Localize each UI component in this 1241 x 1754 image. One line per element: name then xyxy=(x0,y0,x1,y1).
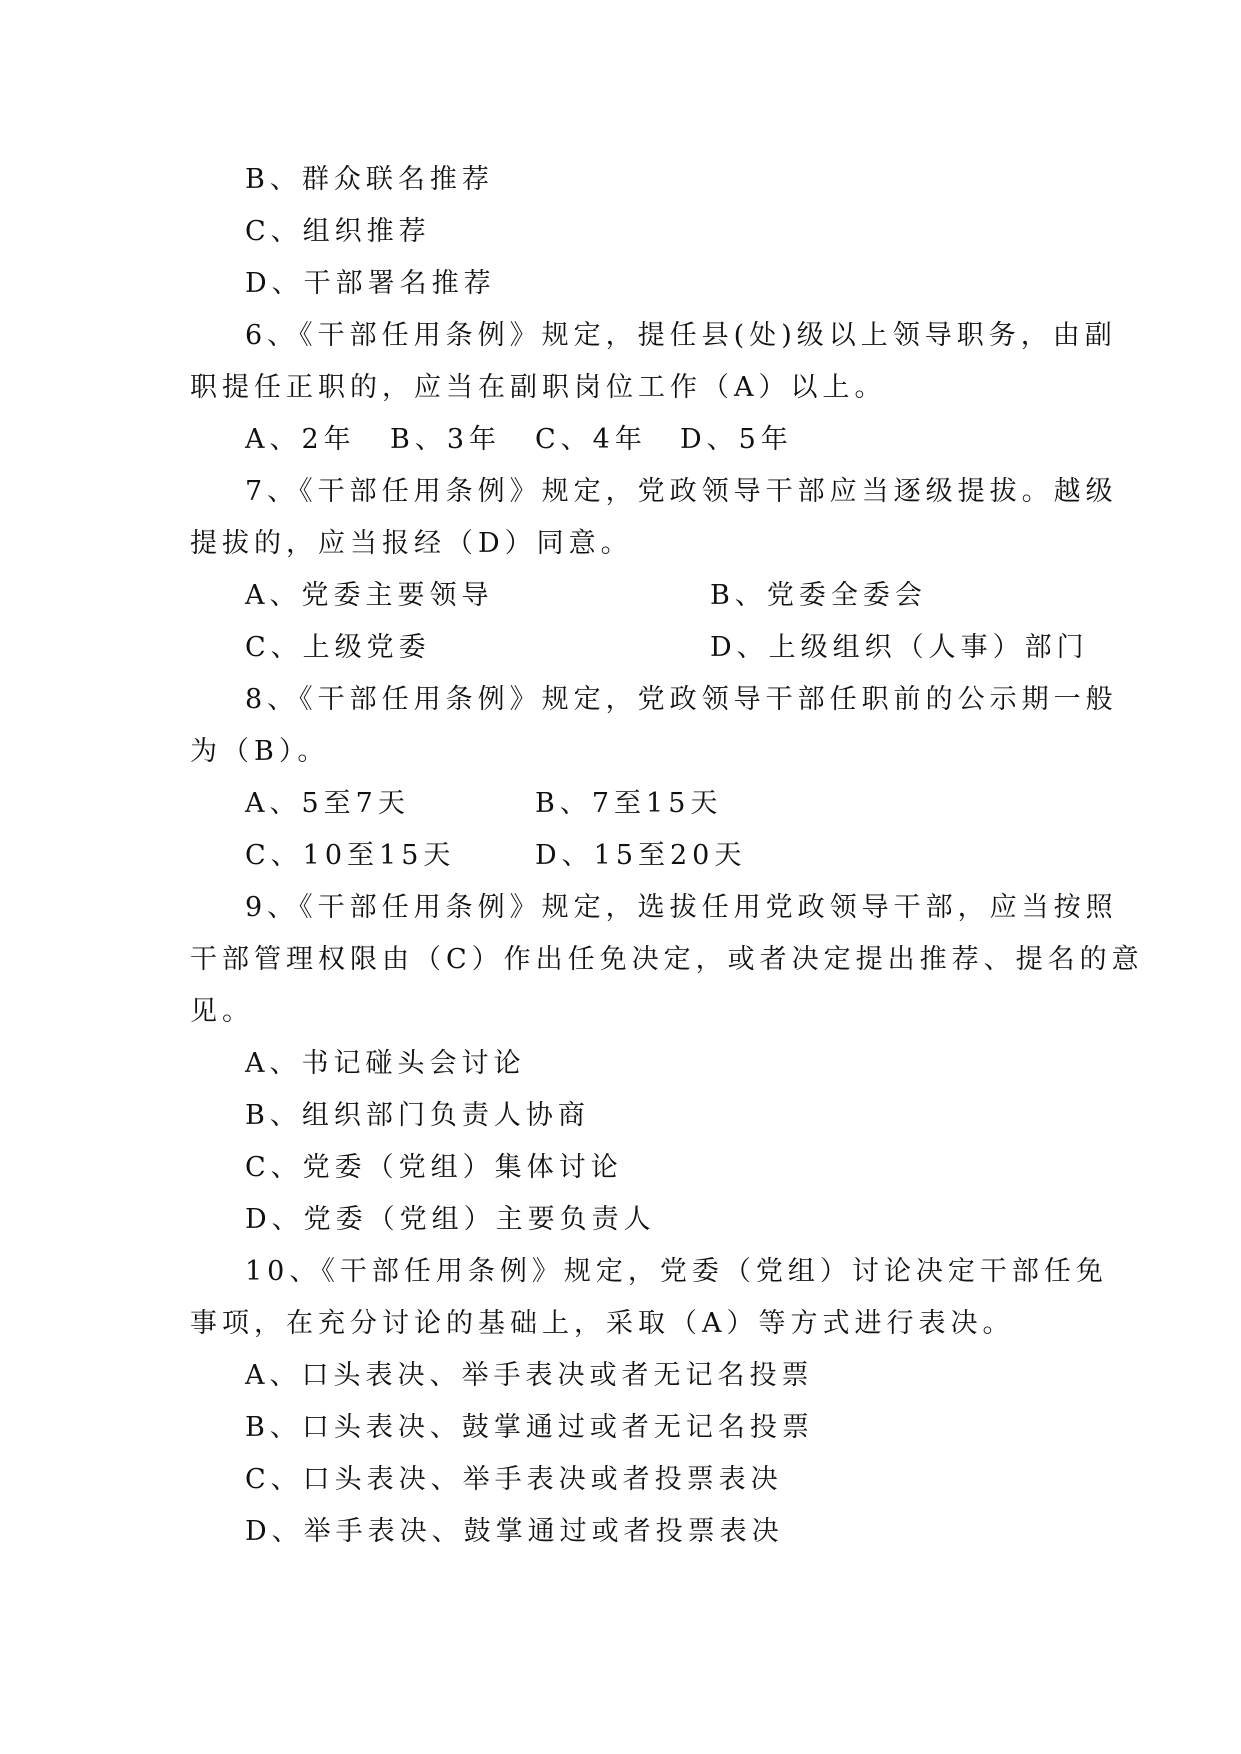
q9-option-c: C、党委（党组）集体讨论 xyxy=(245,1152,623,1183)
q8-option-a: A、5至7天 xyxy=(245,788,410,819)
q7-text-line1: 7、《干部任用条例》规定，党政领导干部应当逐级提拔。越级 xyxy=(245,476,1118,507)
q8-option-b: B、7至15天 xyxy=(535,788,723,819)
q7-option-d: D、上级组织（人事）部门 xyxy=(710,632,1089,663)
q6-text-line2: 职提任正职的，应当在副职岗位工作（A）以上。 xyxy=(190,372,887,403)
q6-option-b: B、3年 xyxy=(390,424,502,455)
q5-option-c: C、组织推荐 xyxy=(245,216,431,247)
q10-option-b: B、口头表决、鼓掌通过或者无记名投票 xyxy=(245,1412,814,1443)
q8-text-line1: 8、《干部任用条例》规定，党政领导干部任职前的公示期一般 xyxy=(245,684,1118,715)
q6-option-a: A、2年 xyxy=(245,424,356,455)
q9-text-line3: 见。 xyxy=(190,996,254,1027)
q10-option-d: D、举手表决、鼓掌通过或者投票表决 xyxy=(245,1516,784,1547)
q10-option-a: A、口头表决、举手表决或者无记名投票 xyxy=(245,1360,814,1391)
q8-option-c: C、10至15天 xyxy=(245,840,456,871)
q10-text-line1: 10、《干部任用条例》规定，党委（党组）讨论决定干部任免 xyxy=(245,1256,1108,1287)
q6-option-d: D、5年 xyxy=(680,424,793,455)
q10-option-c: C、口头表决、举手表决或者投票表决 xyxy=(245,1464,783,1495)
q9-option-b: B、组织部门负责人协商 xyxy=(245,1100,590,1131)
q8-option-d: D、15至20天 xyxy=(535,840,747,871)
q7-text-line2: 提拔的，应当报经（D）同意。 xyxy=(190,528,633,559)
q7-option-c: C、上级党委 xyxy=(245,632,431,663)
q7-option-b: B、党委全委会 xyxy=(710,580,927,611)
q9-option-d: D、党委（党组）主要负责人 xyxy=(245,1204,656,1235)
q10-text-line2: 事项，在充分讨论的基础上，采取（A）等方式进行表决。 xyxy=(190,1308,1015,1339)
q5-option-b: B、群众联名推荐 xyxy=(245,164,494,195)
q9-option-a: A、书记碰头会讨论 xyxy=(245,1048,526,1079)
q5-option-d: D、干部署名推荐 xyxy=(245,268,496,299)
q9-text-line2: 干部管理权限由（C）作出任免决定，或者决定提出推荐、提名的意 xyxy=(190,944,1144,975)
q9-text-line1: 9、《干部任用条例》规定，选拔任用党政领导干部，应当按照 xyxy=(245,892,1118,923)
q6-option-c: C、4年 xyxy=(535,424,647,455)
q8-text-line2: 为（B）。 xyxy=(190,736,330,767)
q7-option-a: A、党委主要领导 xyxy=(245,580,494,611)
q6-text-line1: 6、《干部任用条例》规定，提任县(处)级以上领导职务，由副 xyxy=(245,320,1117,351)
